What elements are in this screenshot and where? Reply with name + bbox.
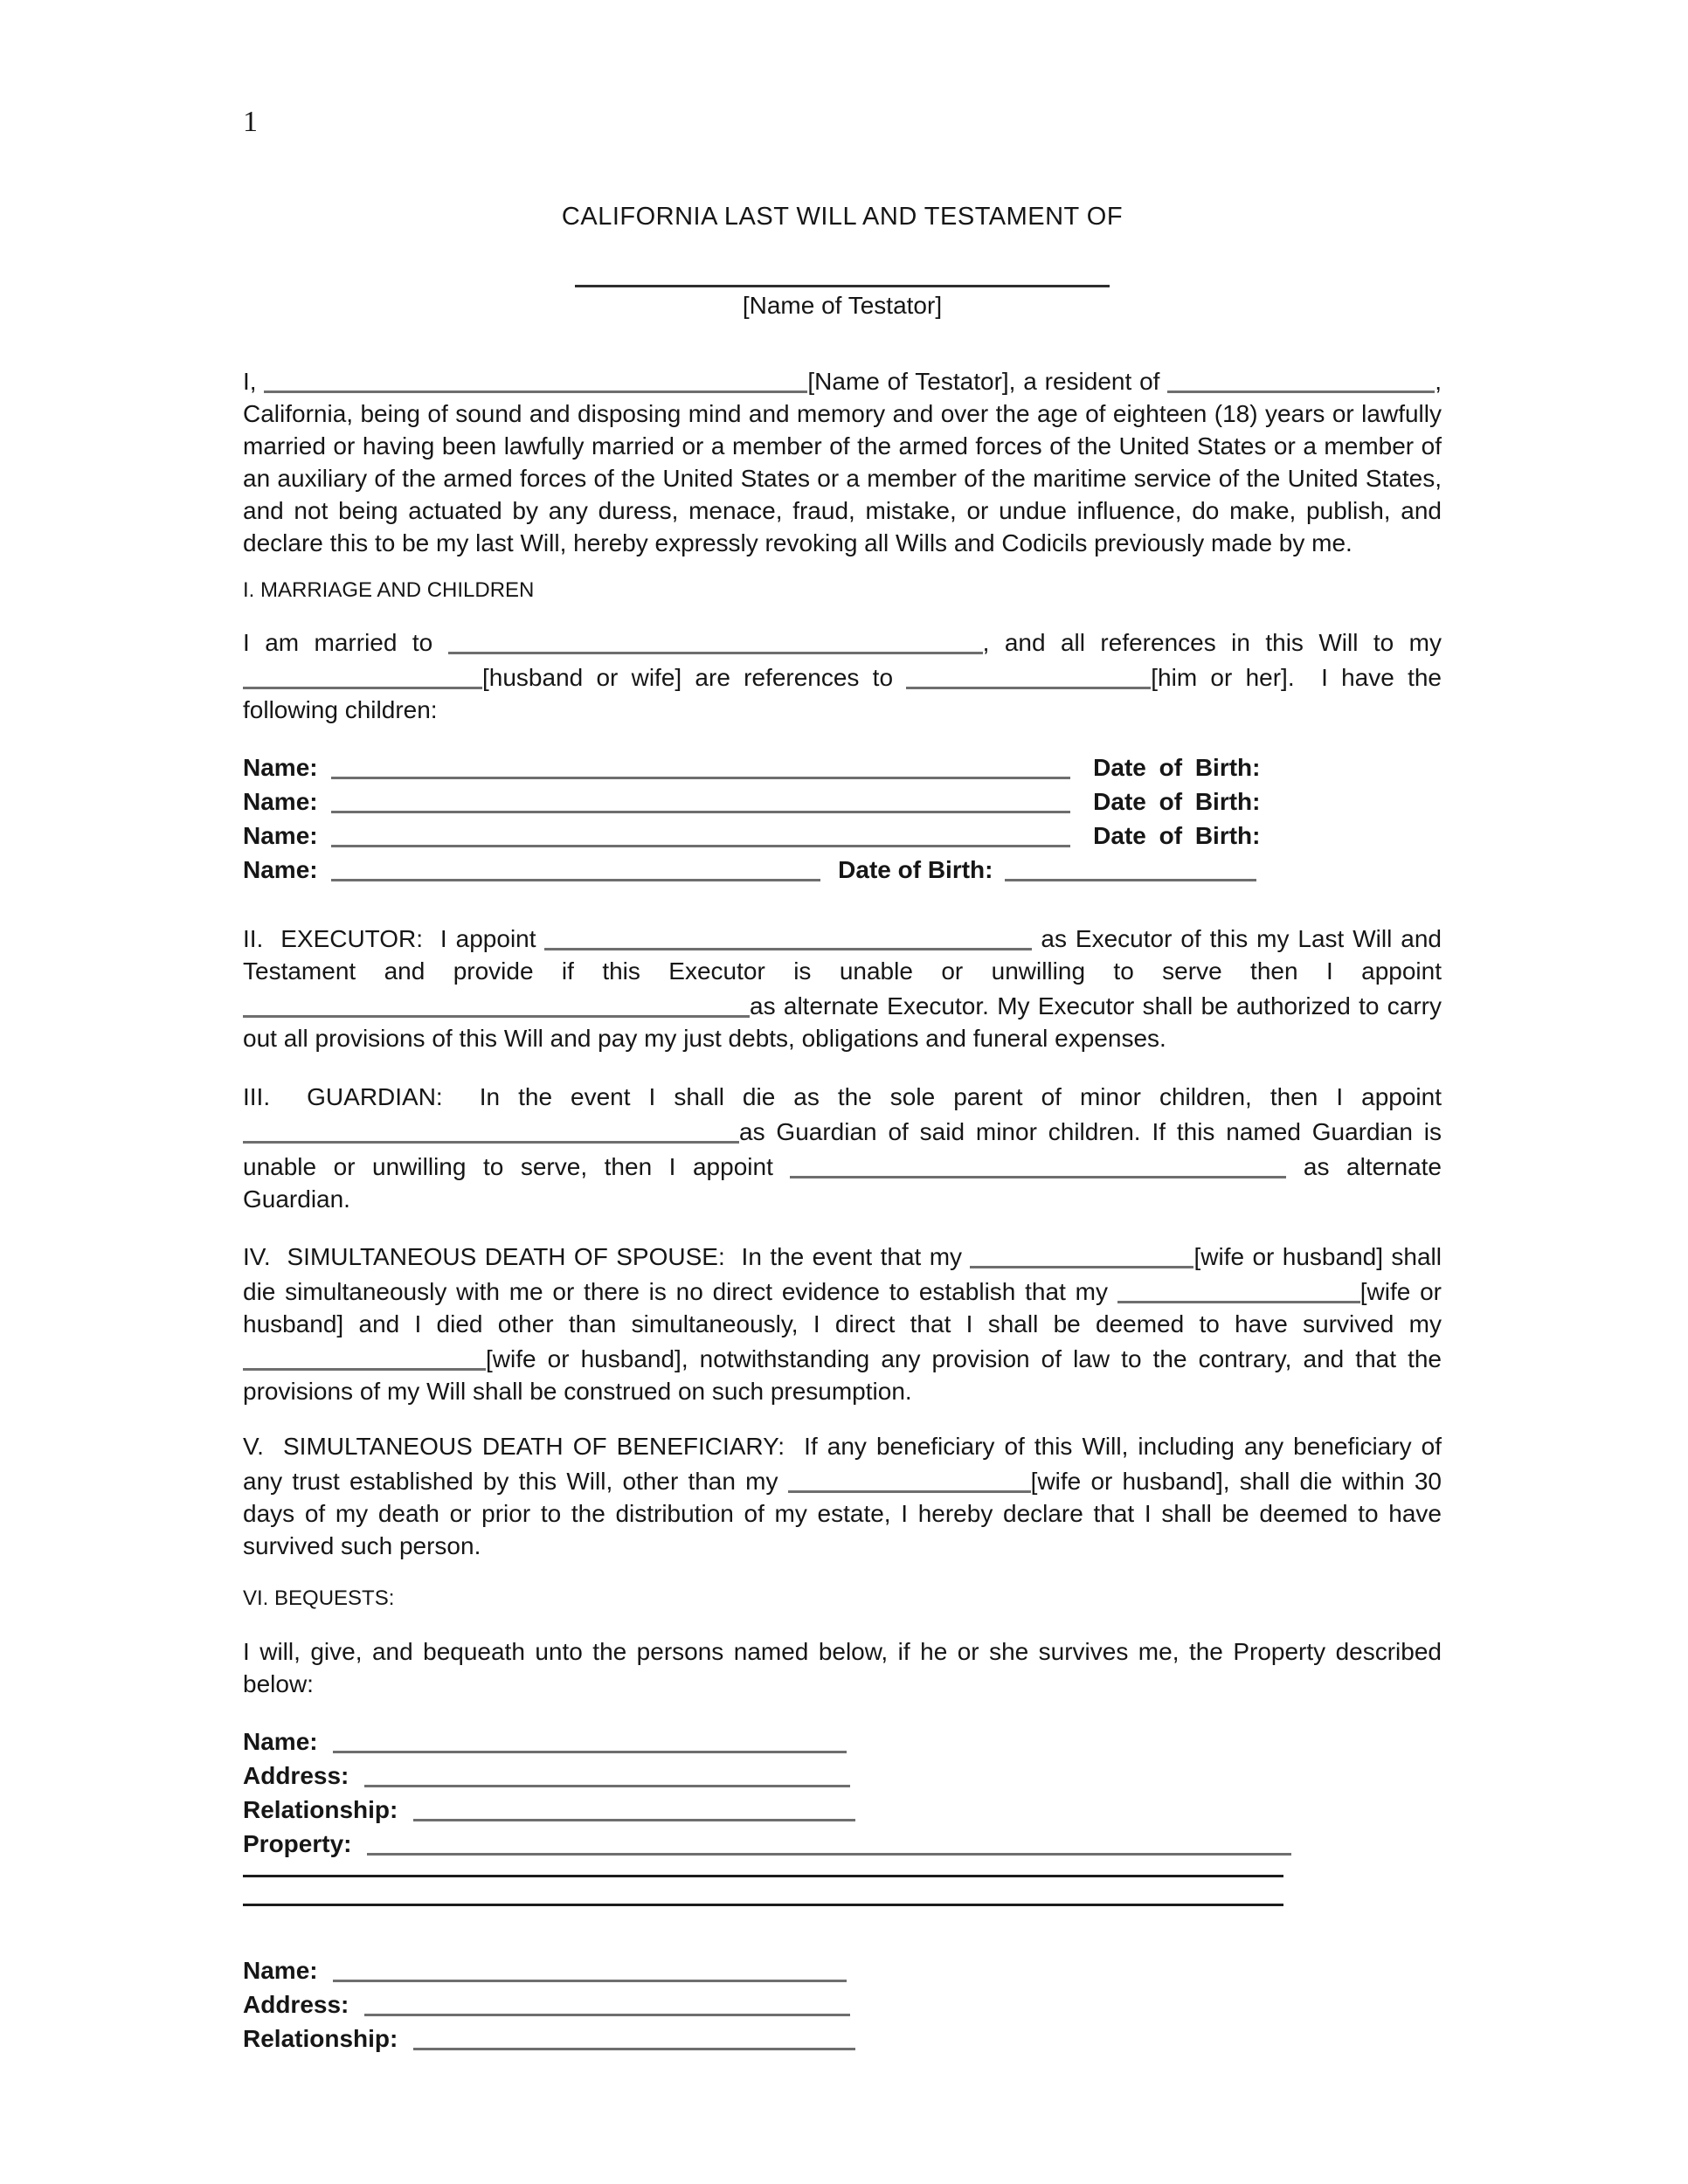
marriage-text-1: I am married to — [243, 629, 448, 656]
sds-text-3: [wife or husband] and I died other than simultaneously, I direct that I shall be deemed to have survived my — [243, 1278, 1449, 1337]
bequest2-name-row — [243, 1952, 1442, 1986]
child-name-label-3: Name: — [243, 822, 318, 849]
blank-bequest2-address[interactable] — [364, 1989, 850, 2016]
sds-text-1: IV. SIMULTANEOUS DEATH OF SPOUSE: In the event that my — [243, 1243, 971, 1270]
executor-text-2: as Executor of this my Last Will and Testament and provide if this Executor is unable or unwilling to serve then I appoint — [243, 925, 1449, 985]
blank-bequest2-name[interactable] — [333, 1955, 847, 1982]
opening-paragraph — [243, 363, 1449, 559]
bequest-block-1 — [243, 1723, 1442, 1906]
blank-bequest2-relationship[interactable] — [413, 2023, 855, 2050]
bequest1-relationship-row — [243, 1791, 1442, 1825]
bequest1-property-rule-line-1[interactable] — [243, 1875, 1283, 1877]
testator-name-block — [243, 285, 1442, 322]
blank-bequest1-address[interactable] — [364, 1760, 850, 1787]
bequest2-address-label: Address: — [243, 1991, 349, 2018]
guardian-paragraph — [243, 1081, 1449, 1215]
blank-spouse-name[interactable] — [448, 627, 983, 654]
bequest1-name-label: Name: — [243, 1728, 318, 1755]
blank-spouse-role-2[interactable] — [970, 1241, 1193, 1268]
guardian-text-2: as Guardian of said minor children. If this named Guardian is unable or unwilling to serve, then I appoint — [243, 1118, 1449, 1180]
testator-name-blank-line[interactable] — [575, 285, 1110, 287]
bequest1-address-row — [243, 1757, 1442, 1791]
blank-executor-name[interactable] — [544, 923, 1032, 950]
child-dob-label-4: Date of Birth: — [838, 856, 993, 883]
opening-text-1: I, — [243, 368, 265, 395]
child-row-1 — [243, 749, 1442, 783]
blank-child-name-2[interactable] — [331, 786, 1070, 813]
blank-residence-city[interactable] — [1167, 366, 1435, 393]
marriage-text-3: [husband or wife] are references to — [482, 664, 907, 691]
blank-alternate-executor-name[interactable] — [243, 991, 750, 1018]
blank-guardian-name[interactable] — [243, 1116, 739, 1144]
document-title: CALIFORNIA LAST WILL AND TESTAMENT OF — [561, 203, 1124, 231]
marriage-text-2: , and all references in this Will to my — [982, 629, 1449, 656]
sdb-text-2: [wife or husband], shall die within 30 days of my death or prior to the distribution of my estate, I hereby declare that I shall be deemed to have survived such person. — [243, 1468, 1449, 1559]
blank-spouse-pronoun[interactable] — [906, 662, 1151, 689]
bequest1-relationship-label: Relationship: — [243, 1796, 398, 1823]
blank-bequest1-property[interactable] — [367, 1828, 1291, 1856]
guardian-text-3: as alternate Guardian. — [243, 1153, 1449, 1213]
marriage-text-4: [him or her]. I have the following children: — [243, 664, 1449, 723]
child-name-label-2: Name: — [243, 788, 318, 815]
child-dob-label-1: Date of Birth: — [1093, 754, 1261, 781]
bequest1-address-label: Address: — [243, 1762, 349, 1789]
executor-paragraph — [243, 920, 1449, 1054]
executor-text-1: II. EXECUTOR: I appoint — [243, 925, 545, 952]
bequest2-address-row — [243, 1986, 1442, 2020]
blank-spouse-role-4[interactable] — [243, 1344, 486, 1371]
child-dob-label-3: Date of Birth: — [1093, 822, 1261, 849]
blank-spouse-role[interactable] — [243, 662, 482, 689]
sdb-text-1: V. SIMULTANEOUS DEATH OF BENEFICIARY: If any beneficiary of this Will, including any beneficiary of any trust established by this Will, other than my — [243, 1433, 1449, 1495]
child-row-2 — [243, 783, 1442, 817]
child-dob-label-2: Date of Birth: — [1093, 788, 1261, 815]
child-name-label-1: Name: — [243, 754, 318, 781]
testator-name-caption: [Name of Testator] — [742, 292, 943, 319]
section-heading-marriage-children: I. MARRIAGE AND CHILDREN — [243, 578, 535, 602]
blank-spouse-role-3[interactable] — [1117, 1276, 1360, 1303]
blank-spouse-role-5[interactable] — [788, 1466, 1031, 1493]
child-row-4 — [243, 851, 1442, 885]
bequest1-name-row — [243, 1723, 1442, 1757]
bequest2-name-label: Name: — [243, 1957, 318, 1984]
bequest2-relationship-row — [243, 2020, 1442, 2054]
guardian-text-1: III. GUARDIAN: In the event I shall die as the sole parent of minor children, then I appoint — [243, 1083, 1449, 1110]
bequest2-relationship-label: Relationship: — [243, 2025, 398, 2052]
blank-testator-name[interactable] — [264, 366, 807, 393]
simultaneous-death-beneficiary-paragraph — [243, 1430, 1449, 1562]
blank-child-name-1[interactable] — [331, 752, 1070, 779]
sds-text-2: [wife or husband] shall die simultaneously with me or there is no direct evidence to establish that my — [243, 1243, 1449, 1305]
child-name-label-4: Name: — [243, 856, 318, 883]
child-row-3 — [243, 817, 1442, 851]
blank-alternate-guardian-name[interactable] — [790, 1151, 1286, 1178]
marriage-paragraph — [243, 624, 1449, 726]
opening-text-2: [Name of Testator], a resident of — [807, 368, 1168, 395]
section-heading-bequests: VI. BEQUESTS: — [243, 1586, 395, 1610]
blank-child-dob-4[interactable] — [1005, 854, 1256, 881]
bequest1-property-row — [243, 1825, 1442, 1859]
bequest-block-2 — [243, 1952, 1442, 2054]
bequest1-property-label: Property: — [243, 1830, 352, 1857]
blank-child-name-4[interactable] — [331, 854, 820, 881]
bequest1-property-rule-line-2[interactable] — [243, 1904, 1283, 1906]
blank-child-name-3[interactable] — [331, 820, 1070, 847]
blank-bequest1-relationship[interactable] — [413, 1794, 855, 1821]
sds-text-4: [wife or husband], notwithstanding any provision of law to the contrary, and that the provisions of my Will shall be construed on such presumption. — [243, 1345, 1449, 1405]
children-list — [243, 749, 1442, 885]
blank-bequest1-name[interactable] — [333, 1726, 847, 1753]
simultaneous-death-spouse-paragraph — [243, 1238, 1449, 1407]
page-number: 1 — [243, 106, 258, 138]
bequests-intro-paragraph: I will, give, and bequeath unto the persons named below, if he or she survives me, the Property described below: — [243, 1638, 1442, 1697]
opening-text-3: , California, being of sound and disposing mind and memory and over the age of eighteen (18) years or lawfully married or having been lawfully married or a member of the armed forces of the United States or a member of an auxiliary of the armed forces of the United States or a member of the maritime service of the United States, and not being actuated by any duress, menace, fraud, mistake, or undue influence, do make, publish, and declare this to be my last Will, hereby expressly revoking all Wills and Codicils previously made by me. — [243, 368, 1449, 556]
executor-text-3: as alternate Executor. My Executor shall be authorized to carry out all provisions of this Will and pay my just debts, obligations and funeral expenses. — [243, 992, 1449, 1052]
